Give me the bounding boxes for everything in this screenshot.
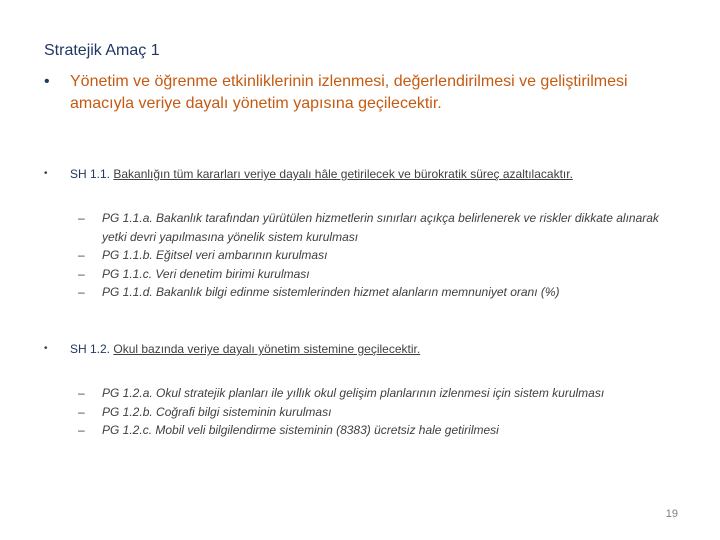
list-item [78, 403, 678, 422]
indicator-text: PG 1.1.a. Bakanlık tarafından yürütülen hizmetlerin sınırları açıkça belirlenerek ve riskler dikkate alınarak yetki devri yapılmasına yönelik sistem kurulması [102, 211, 659, 244]
list-item [78, 283, 678, 302]
strategic-goal [44, 71, 684, 115]
list-item [78, 246, 678, 265]
indicator-text: PG 1.2.a. Okul stratejik planları ile yıllık okul gelişim planlarının izlenmesi için sistem kurulması [102, 386, 605, 400]
list-item [78, 265, 678, 284]
indicator-text: PG 1.1.b. Eğitsel veri ambarının kurulması [102, 248, 328, 262]
list-item [78, 209, 678, 246]
indicator-text: PG 1.1.d. Bakanlık bilgi edinme sistemlerinden hizmet alanların memnuniyet oranı (%) [102, 285, 560, 299]
dash-marker: – [78, 285, 85, 299]
dash-marker: – [78, 266, 85, 281]
dash-marker: – [78, 211, 85, 225]
target-bullet: • [44, 343, 48, 354]
indicator-text: PG 1.2.c. Mobil veli bilgilendirme sisteminin (8383) ücretsiz hale getirilmesi [102, 423, 499, 437]
dash-marker: – [78, 423, 85, 437]
dash-marker: – [78, 404, 85, 419]
dash-marker: – [78, 248, 85, 262]
target-code: SH 1.1. [70, 167, 114, 181]
target-heading [70, 341, 420, 357]
dash-marker: – [78, 386, 85, 400]
slide-title: Stratejik Amaç 1 [44, 42, 160, 59]
page-number: 19 [665, 508, 678, 520]
indicator-text: PG 1.1.c. Veri denetim birimi kurulması [102, 266, 310, 281]
goal-bullet: • [44, 73, 50, 90]
indicator-text: PG 1.2.b. Coğrafi bilgi sisteminin kurulması [102, 404, 332, 419]
goal-text: Yönetim ve öğrenme etkinliklerinin izlenmesi, değerlendirilmesi ve geliştirilmesi amacıyla veriye dayalı yönetim yapısına geçilecektir. [70, 73, 628, 112]
target-description: Okul bazında veriye dayalı yönetim sistemine geçilecektir. [113, 342, 421, 356]
list-item [78, 384, 678, 403]
indicator-list-1-1 [78, 209, 678, 302]
target-bullet: • [44, 168, 48, 179]
indicator-list-1-2 [78, 384, 678, 440]
target-heading [70, 166, 573, 182]
list-item [78, 421, 678, 440]
target-code: SH 1.2. [70, 342, 114, 356]
target-description: Bakanlığın tüm kararları veriye dayalı hâle getirilecek ve bürokratik süreç azaltılacaktır. [113, 167, 573, 181]
